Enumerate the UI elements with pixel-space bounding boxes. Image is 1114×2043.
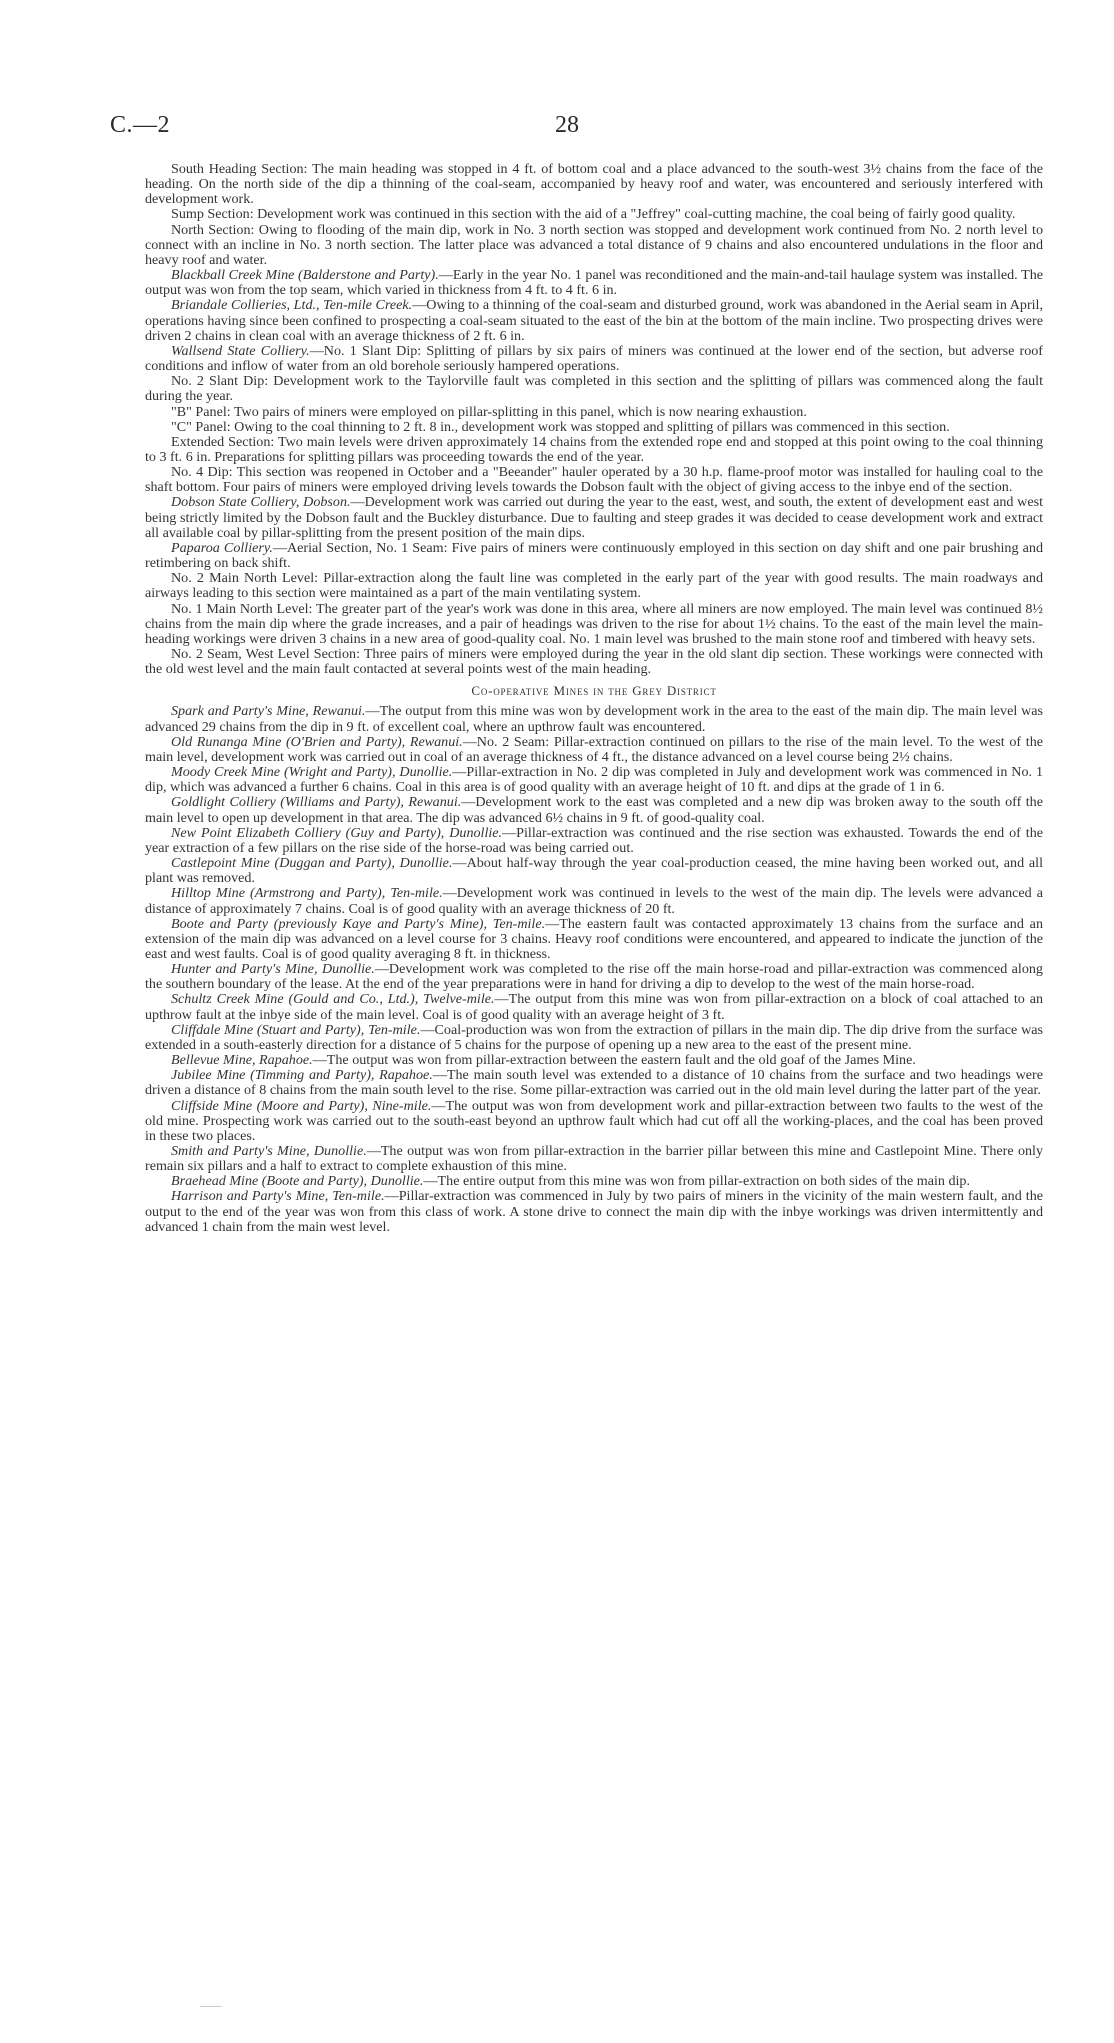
mine-name: Hilltop Mine (Armstrong and Party), Ten-mile. [171, 885, 443, 902]
mine-name: Bellevue Mine, Rapahoe. [171, 1052, 313, 1069]
paragraph [145, 571, 1043, 601]
paragraph [145, 992, 1043, 1022]
paragraph [145, 541, 1043, 571]
paragraph-text: —The entire output from this mine was won from pillar-extraction on both sides of the main dip. [423, 1173, 970, 1190]
paragraph-text: —The eastern fault was contacted approximately 13 chains from the surface and an extension of the main dip was advanced on a level course for 3 chains. Heavy roof conditions were encountered, and appeared to indicate the junction of the east and west faults. Coal is of good quality averaging 8 ft. in thickness. [145, 915, 1043, 962]
paragraph-text: —Coal-production was won from the extraction of pillars in the main dip. The dip drive from the surface was extended in a south-easterly direction for a distance of 5 chains for the purpose of opening up a new area to the east of the present mine. [145, 1021, 1043, 1053]
paragraph [145, 465, 1043, 495]
paragraph-text: —No. 2 Seam: Pillar-extraction continued on pillars to the rise of the main level. To the west of the main level, development work was carried out in coal of an average thickness of 4 ft., the distance advanced on a level course being 2½ chains. [145, 733, 1043, 765]
paragraph-text: —Owing to a thinning of the coal-seam and disturbed ground, work was abandoned in the Aerial seam in April, operations having since been confined to prospecting a coal-seam situated to the east of the bin at the bottom of the main incline. Two prospecting drives were driven 2 chains in clean coal with an average thickness of 2 ft. 6 in. [145, 297, 1043, 344]
paragraph [145, 162, 1043, 207]
paragraph [145, 1099, 1043, 1144]
paragraph [145, 1068, 1043, 1098]
paragraph [145, 1174, 1043, 1189]
paragraph-text: Extended Section: Two main levels were driven approximately 14 chains from the extended rope end and stopped at this point owing to the coal thinning to 3 ft. 6 in. Preparations for splitting pillars was proceeding towards the end of the year. [145, 433, 1043, 465]
paragraph [145, 344, 1043, 374]
mine-name: Moody Creek Mine (Wright and Party), Dunollie. [171, 764, 453, 781]
paragraph-text: —The output was won from development work and pillar-extraction between two faults to the west of the old mine. Prospecting work was carried out to the south-east beyond an upthrow fault which had cut off all the working-places, and the coal has been proved in these two places. [145, 1097, 1043, 1144]
paragraph-text: —Development work was carried out during the year to the east, west, and south, the extent of development east and west being strictly limited by the Dobson fault and the Buckley disturbance. Due to faulting and steep grades it was decided to cease development work and extract all available coal by pillar-splitting from the present position of the main dips. [145, 494, 1043, 541]
paragraph-text: No. 4 Dip: This section was reopened in October and a "Beeander" hauler operated by a 30 h.p. flame-proof motor was installed for hauling coal to the shaft bottom. Four pairs of miners were employed driving levels towards the Dobson fault with the object of giving access to the inbye end of the section. [145, 464, 1043, 496]
paragraph [145, 602, 1043, 647]
paragraph [145, 856, 1043, 886]
paragraph [145, 704, 1043, 734]
paragraph-text: —Development work to the east was completed and a new dip was broken away to the south off the main level to open up development in that area. The dip was advanced 6½ chains in 9 ft. of good-quality coal. [145, 794, 1043, 826]
paragraph [145, 268, 1043, 298]
co-operative-mine-reports [145, 704, 1043, 1234]
mine-name: Wallsend State Colliery. [171, 342, 310, 359]
paragraph [145, 1023, 1043, 1053]
paragraph [145, 735, 1043, 765]
mine-name: Goldlight Colliery (Williams and Party), Rewanui. [171, 794, 462, 811]
mine-name: Spark and Party's Mine, Rewanui. [171, 703, 366, 720]
mine-name: New Point Elizabeth Colliery (Guy and Party), Dunollie. [171, 824, 503, 841]
mine-name: Smith and Party's Mine, Dunollie. [171, 1143, 367, 1159]
paragraph [145, 795, 1043, 825]
paragraph-text: —Pillar-extraction was continued and the rise section was exhausted. Towards the end of the year extraction of a few pillars on the rise side of the horse-road was being carried out. [145, 824, 1044, 856]
mine-name: Blackball Creek Mine (Balderstone and Party). [171, 267, 439, 284]
paragraph-text: —No. 1 Slant Dip: Splitting of pillars by six pairs of miners was continued at the lower end of the section, but adverse roof conditions and inflow of water from an old borehole seriously hampered operations. [145, 342, 1043, 375]
mine-name: Braehead Mine (Boote and Party), Dunollie. [171, 1173, 424, 1190]
paragraph-text: No. 2 Main North Level: Pillar-extraction along the fault line was completed in the early part of the year with good results. The main roadways and airways leading to this section were maintained as a part of the main ventilating system. [145, 570, 1043, 602]
page-number: 28 [555, 112, 579, 138]
paragraph [145, 886, 1043, 916]
paragraph-text: Sump Section: Development work was continued in this section with the aid of a "Jeffrey" coal-cutting machine, the coal being of fairly good quality. [171, 206, 1016, 223]
paragraph-text: —The output was won from pillar-extraction in the barrier pillar between this mine and Castlepoint Mine. There only remain six pillars and a half to extract to complete exhaustion of this mine. [145, 1143, 1044, 1175]
mine-name: Cliffside Mine (Moore and Party), Nine-mile. [171, 1097, 432, 1114]
mine-name: Dobson State Colliery, Dobson. [171, 494, 351, 511]
paragraph [145, 374, 1043, 404]
mine-name: Briandale Collieries, Ltd., Ten-mile Creek. [171, 297, 413, 314]
mine-name: Jubilee Mine (Timming and Party), Rapahoe. [171, 1067, 433, 1084]
mine-name: Cliffdale Mine (Stuart and Party), Ten-mile. [171, 1021, 421, 1038]
paragraph [145, 1189, 1043, 1234]
paragraph-text: No. 2 Seam, West Level Section: Three pairs of miners were employed during the year in the old slant dip section. These workings were connected with the old west level and the main fault contacted at several points west of the main heading. [145, 646, 1043, 678]
mine-name: Schultz Creek Mine (Gould and Co., Ltd.), Twelve-mile. [171, 991, 495, 1008]
paragraph-text: —The main south level was extended to a distance of 10 chains from the surface and two headings were driven a distance of 8 chains from the main south level to the rise. Some pillar-extraction was carried out in the old main level during the latter part of the year. [145, 1067, 1043, 1099]
document-reference: C.—2 [110, 112, 171, 138]
paragraph [145, 435, 1043, 465]
paragraph-text: —The output was won from pillar-extraction between the eastern fault and the old goaf of the James Mine. [312, 1052, 916, 1069]
paragraph-text: —Development work was completed to the rise off the main horse-road and pillar-extraction was commenced along the southern boundary of the lease. At the end of the year preparations were in hand for driving a dip to develop to the west of the main horse-road. [145, 961, 1043, 993]
paragraph [145, 207, 1043, 222]
paragraph [145, 1053, 1043, 1068]
section-heading: Co-operative Mines in the Grey District [471, 683, 717, 699]
paragraph [145, 495, 1043, 540]
mine-name: Old Runanga Mine (O'Brien and Party), Rewanui. [171, 733, 463, 750]
paragraph [145, 298, 1043, 343]
paragraph-text: No. 1 Main North Level: The greater part of the year's work was done in this area, where all miners are now employed. The main level was continued 8½ chains from the main dip where the grade increases, and a pair of headings was driven to the rise for about 1½ chains. To the east of the main level the main-heading workings were driven 3 chains in a new area of good-quality coal. No. 1 main level was brushed to the main stone roof and timbered with heavy sets. [145, 600, 1043, 647]
paragraph [145, 420, 1043, 435]
paragraph-text: —Pillar-extraction in No. 2 dip was completed in July and development work was commenced in No. 1 dip, which was advanced a further 6 chains. Coal in this area is of good quality with an average height of 10 ft. and dips at the grade of 1 in 6. [145, 764, 1043, 796]
paragraph-text: —Pillar-extraction was commenced in July by two pairs of miners in the vicinity of the main western fault, and the output to the end of the year was won from this class of work. A stone drive to connect the main dip with the inbye workings was driven intermittently and advanced 1 chain from the main west level. [145, 1188, 1044, 1235]
mine-name: Paparoa Colliery. [171, 539, 273, 556]
scan-mark [200, 2006, 222, 2007]
paragraph-text: —The output from this mine was won by development work in the area to the east of the main dip. The main level was advanced 29 chains from the dip in 9 ft. of excellent coal, where an upthrow fault was encountered. [145, 703, 1043, 735]
paragraph [145, 647, 1043, 677]
paragraph [145, 1144, 1043, 1174]
paragraph-text: —About half-way through the year coal-production ceased, the mine having been worked out, and all plant was removed. [145, 855, 1043, 887]
paragraph-text: —The output from this mine was won from pillar-extraction on a block of coal attached to an upthrow fault at the inbye side of the main level. Coal is of good quality with an average height of 3 ft. [145, 991, 1043, 1023]
paragraph [145, 405, 1043, 420]
paragraph-text: —Development work was continued in levels to the west of the main dip. The levels were advanced a distance of approximately 7 chains. Coal is of good quality with an average thickness of 20 ft. [145, 885, 1044, 917]
paragraph-text: South Heading Section: The main heading was stopped in 4 ft. of bottom coal and a place advanced to the south-west 3½ chains from the face of the heading. On the north side of the dip a thinning of the coal-seam, accompanied by heavy roof and water, was encountered and seriously interfered with development work. [145, 161, 1043, 208]
paragraph-text: North Section: Owing to flooding of the main dip, work in No. 3 north section was stopped and development work continued from No. 2 north level to connect with an incline in No. 3 north section. The latter place was advanced a total distance of 9 chains and also encountered undulations in the floor and heavy roof and water. [145, 221, 1043, 268]
paragraph [145, 962, 1043, 992]
mine-name: Castlepoint Mine (Duggan and Party), Dunollie. [171, 855, 453, 872]
paragraph-text: —Early in the year No. 1 panel was reconditioned and the main-and-tail haulage system was installed. The output was won from the top seam, which varied in thickness from 4 ft. to 4 ft. 6 in. [145, 267, 1044, 299]
paragraph [145, 223, 1043, 268]
body-text [145, 162, 1043, 1235]
paragraph-text: "C" Panel: Owing to the coal thinning to 2 ft. 8 in., development work was stopped and splitting of pillars was commenced in this section. [171, 418, 950, 435]
paragraph [145, 826, 1043, 856]
mine-name: Hunter and Party's Mine, Dunollie. [171, 961, 375, 978]
mine-reports-continued [145, 162, 1043, 677]
mine-name: Harrison and Party's Mine, Ten-mile. [171, 1188, 385, 1205]
mine-name: Boote and Party (previously Kaye and Party's Mine), Ten-mile. [171, 915, 546, 932]
paragraph [145, 765, 1043, 795]
paragraph [145, 917, 1043, 962]
paragraph-text: No. 2 Slant Dip: Development work to the Taylorville fault was completed in this section and the splitting of pillars was commenced along the fault during the year. [145, 373, 1043, 405]
paragraph-text: "B" Panel: Two pairs of miners were employed on pillar-splitting in this panel, which is now nearing exhaustion. [171, 403, 807, 420]
paragraph-text: —Aerial Section, No. 1 Seam: Five pairs of miners were continuously employed in this section on day shift and one pair brushing and retimbering on back shift. [145, 539, 1043, 572]
